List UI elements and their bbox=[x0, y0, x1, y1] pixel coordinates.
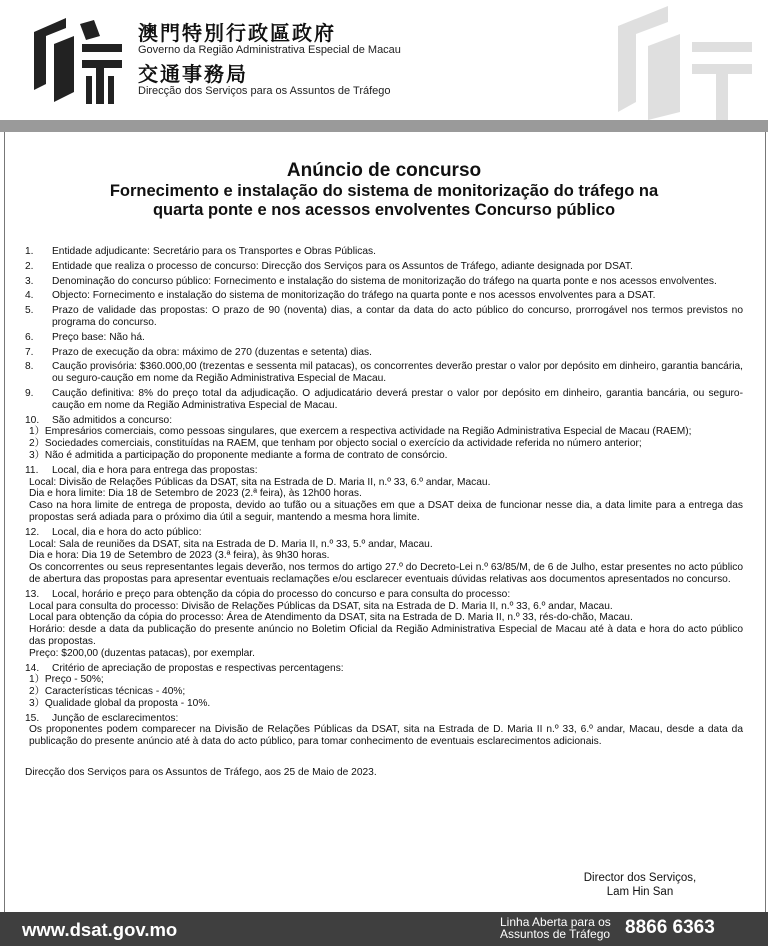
closing-statement: Direcção dos Serviços para os Assuntos de Tráfego, aos 25 de Maio de 2023. bbox=[25, 767, 377, 779]
item-detail-line: Os concorrentes ou seus representantes legais deverão, nos termos do artigo 27.º do Decreto-Lei n.º 63/85/M, de 6 de Julho, estar presentes no acto público de abertura das propostas para apresentar eventuais reclamações e/ou esclarecer eventuais dúvidas relativas aos documentos apresentados no concurso. bbox=[29, 562, 743, 585]
announcement-items bbox=[25, 246, 743, 779]
item-number: 3. bbox=[25, 275, 34, 287]
announcement-item bbox=[25, 663, 743, 675]
item-number: 14. bbox=[25, 662, 40, 674]
item-number: 8. bbox=[25, 361, 34, 373]
item-number: 7. bbox=[25, 346, 34, 358]
announcement-item bbox=[25, 261, 743, 273]
item-body bbox=[52, 332, 743, 344]
announcement-item bbox=[25, 305, 743, 329]
page-subtitle-line-2: quarta ponte e nos acessos envolventes Concurso público bbox=[152, 201, 616, 219]
page-header bbox=[0, 0, 768, 120]
item-body bbox=[52, 589, 743, 601]
item-text: Caução definitiva: 8% do preço total da adjudicação. O adjudicatário deverá prestar o valor por depósito em dinheiro, garantia bancária, ou seguro-caução em nome da Região Administrativa Especial de Macau. bbox=[52, 387, 743, 411]
item-text: São admitidos a concurso: bbox=[52, 414, 173, 426]
page-title: Anúncio de concurso bbox=[286, 160, 482, 181]
item-text: Local, dia e hora do acto público: bbox=[52, 526, 202, 538]
item-detail-line: 2）Características técnicas - 40%; bbox=[29, 686, 186, 698]
announcement-item bbox=[25, 527, 743, 539]
item-text: Prazo de validade das propostas: O prazo de 90 (noventa) dias, a contar da data do acto público do concurso, prorrogável nos termos previstos no programa do concurso. bbox=[52, 305, 743, 328]
item-detail-line: Os proponentes podem comparecer na Divisão de Relações Públicas da DSAT, sita na Estrada de D. Maria II n.º 33, 6.º andar, Macau, desde a data da publicação do presente anúncio até à data do acto público, para tomar conhecimento de eventuais esclarecimentos adicionais. bbox=[29, 724, 743, 748]
item-text: Entidade que realiza o processo de concurso: Direcção dos Serviços para os Assuntos de Tráfego, adiante designada por DSAT. bbox=[52, 260, 633, 272]
dept-name-pt: Direcção dos Serviços para os Assuntos de Tráfego bbox=[138, 85, 391, 97]
item-detail-line: 1）Empresários comerciais, como pessoas singulares, que exercem a respectiva actividade na Região Administrativa Especial de Macau (RAEM); bbox=[29, 426, 692, 438]
item-detail-line: Preço: $200,00 (duzentas patacas), por exemplar. bbox=[29, 647, 255, 659]
item-body bbox=[52, 347, 743, 359]
item-text: Junção de esclarecimentos: bbox=[52, 712, 179, 724]
item-number: 13. bbox=[25, 588, 40, 600]
signature-name: Lam Hin San bbox=[606, 886, 674, 898]
item-body bbox=[52, 276, 743, 288]
item-body bbox=[52, 527, 743, 539]
org-name-pt: Governo da Região Administrativa Especial de Macau bbox=[138, 44, 401, 56]
item-text: Local, horário e preço para obtenção da cópia do processo do concurso e para consulta do processo: bbox=[52, 588, 511, 600]
item-detail-line: 1）Preço - 50%; bbox=[29, 674, 104, 686]
item-number: 15. bbox=[25, 712, 40, 724]
page-footer bbox=[0, 912, 768, 946]
item-number: 9. bbox=[25, 387, 34, 399]
item-number: 6. bbox=[25, 331, 34, 343]
item-detail-line: Dia e hora limite: Dia 18 de Setembro de 2023 (2.ª feira), às 12h00 horas. bbox=[29, 488, 362, 500]
item-text: Local, dia e hora para entrega das propostas: bbox=[52, 464, 258, 476]
announcement-item bbox=[25, 347, 743, 359]
announcement-item bbox=[25, 332, 743, 344]
title-block bbox=[0, 160, 768, 220]
item-number: 11. bbox=[25, 464, 39, 476]
item-detail-line: Horário: desde a data da publicação do presente anúncio no Boletim Oficial da Região Administrativa Especial de Macau até à data e hora do acto público das propostas. bbox=[29, 624, 743, 647]
item-body bbox=[52, 261, 743, 273]
org-name-zh: 澳門特別行政區政府 bbox=[138, 21, 336, 45]
hotline-label bbox=[500, 916, 611, 940]
hotline-label-line-2: Assuntos de Tráfego bbox=[500, 927, 611, 941]
item-body bbox=[52, 415, 743, 427]
dsat-logo-icon bbox=[30, 14, 124, 110]
item-number: 2. bbox=[25, 260, 34, 272]
item-number: 1. bbox=[25, 246, 34, 257]
header-text-block bbox=[138, 22, 401, 104]
item-body bbox=[52, 246, 743, 258]
announcement-item bbox=[25, 415, 743, 427]
item-detail-line: 2）Sociedades comerciais, constituídas na RAEM, que tenham por objecto social o exercício da actividade referida no número anterior; bbox=[29, 438, 642, 450]
item-detail-line: Caso na hora limite de entrega de proposta, devido ao tufão ou a situações em que a DSAT deixa de funcionar nesse dia, a data limite para a entrega das propostas será adiada para o próximo dia útil a seguir, mantendo a mesma hora limite. bbox=[29, 500, 743, 523]
item-text: Preço base: Não há. bbox=[52, 331, 145, 343]
announcement-item bbox=[25, 361, 743, 385]
dept-name-zh: 交通事務局 bbox=[138, 62, 248, 86]
dsat-watermark-icon bbox=[608, 2, 758, 120]
item-detail-line: Local: Sala de reuniões da DSAT, sita na Estrada de D. Maria II, n.º 33, 5.º andar, Macau. bbox=[29, 538, 433, 550]
item-text: Objecto: Fornecimento e instalação do sistema de monitorização do tráfego na quarta ponte e nos acessos envolventes para a DSAT. bbox=[52, 290, 656, 302]
hotline-phone: 8866 6363 bbox=[625, 917, 715, 938]
item-body bbox=[52, 305, 743, 329]
item-text: Prazo de execução da obra: máximo de 270 (duzentas e setenta) dias. bbox=[52, 346, 372, 358]
item-text: Critério de apreciação de propostas e respectivas percentagens: bbox=[52, 662, 344, 674]
hotline-label-line-1: Linha Aberta para os bbox=[500, 915, 611, 929]
announcement-item bbox=[25, 388, 743, 412]
item-text: Entidade adjudicante: Secretário para os Transportes e Obras Públicas. bbox=[52, 246, 376, 257]
announcement-item bbox=[25, 246, 743, 258]
signature-role: Director dos Serviços, bbox=[583, 872, 697, 884]
item-text: Denominação do concurso público: Fornecimento e instalação do sistema de monitorização do tráfego na quarta ponte e nos acessos envolventes. bbox=[52, 275, 717, 287]
item-detail-line: Local: Divisão de Relações Públicas da DSAT, sita na Estrada de D. Maria II, n.º 33, 6.º andar, Macau. bbox=[29, 476, 491, 488]
page-subtitle-line-1: Fornecimento e instalação do sistema de monitorização do tráfego na bbox=[109, 182, 659, 200]
signature-block bbox=[560, 871, 720, 899]
website-link[interactable]: www.dsat.gov.mo bbox=[22, 919, 178, 940]
header-divider-band bbox=[0, 120, 768, 132]
announcement-item bbox=[25, 589, 743, 601]
item-detail-line: 3）Não é admitida a participação do proponente mediante a forma de contrato de consórcio. bbox=[29, 449, 448, 461]
item-body bbox=[52, 290, 743, 302]
item-number: 10. bbox=[25, 414, 40, 426]
item-detail-line: 3）Qualidade global da proposta - 10%. bbox=[29, 697, 211, 709]
item-body bbox=[52, 663, 743, 675]
item-body bbox=[52, 465, 743, 477]
item-number: 5. bbox=[25, 305, 34, 317]
item-detail-line: Local para obtenção da cópia do processo: Área de Atendimento da DSAT, sita na Estrada de D. Maria II, n.º 33, rés-do-chão, Macau. bbox=[29, 612, 633, 624]
announcement-item bbox=[25, 290, 743, 302]
item-body bbox=[52, 713, 743, 725]
item-body bbox=[52, 361, 743, 385]
item-text: Caução provisória: $360.000,00 (trezentas e sessenta mil patacas), os concorrentes deverão prestar o valor por depósito em dinheiro, garantia bancária, ou seguro-caução em nome da Região Administrativa Especial de Macau. bbox=[52, 361, 743, 385]
announcement-item bbox=[25, 465, 743, 477]
announcement-item bbox=[25, 713, 743, 725]
announcement-item bbox=[25, 276, 743, 288]
item-number: 4. bbox=[25, 290, 34, 302]
item-body bbox=[52, 388, 743, 412]
item-detail-line: Dia e hora: Dia 19 de Setembro de 2023 (3.ª feira), às 9h30 horas. bbox=[29, 550, 330, 562]
item-detail-line: Local para consulta do processo: Divisão de Relações Públicas da DSAT, sita na Estrada de D. Maria II, n.º 33, 6.º andar, Macau. bbox=[29, 600, 613, 612]
item-number: 12. bbox=[25, 526, 40, 538]
